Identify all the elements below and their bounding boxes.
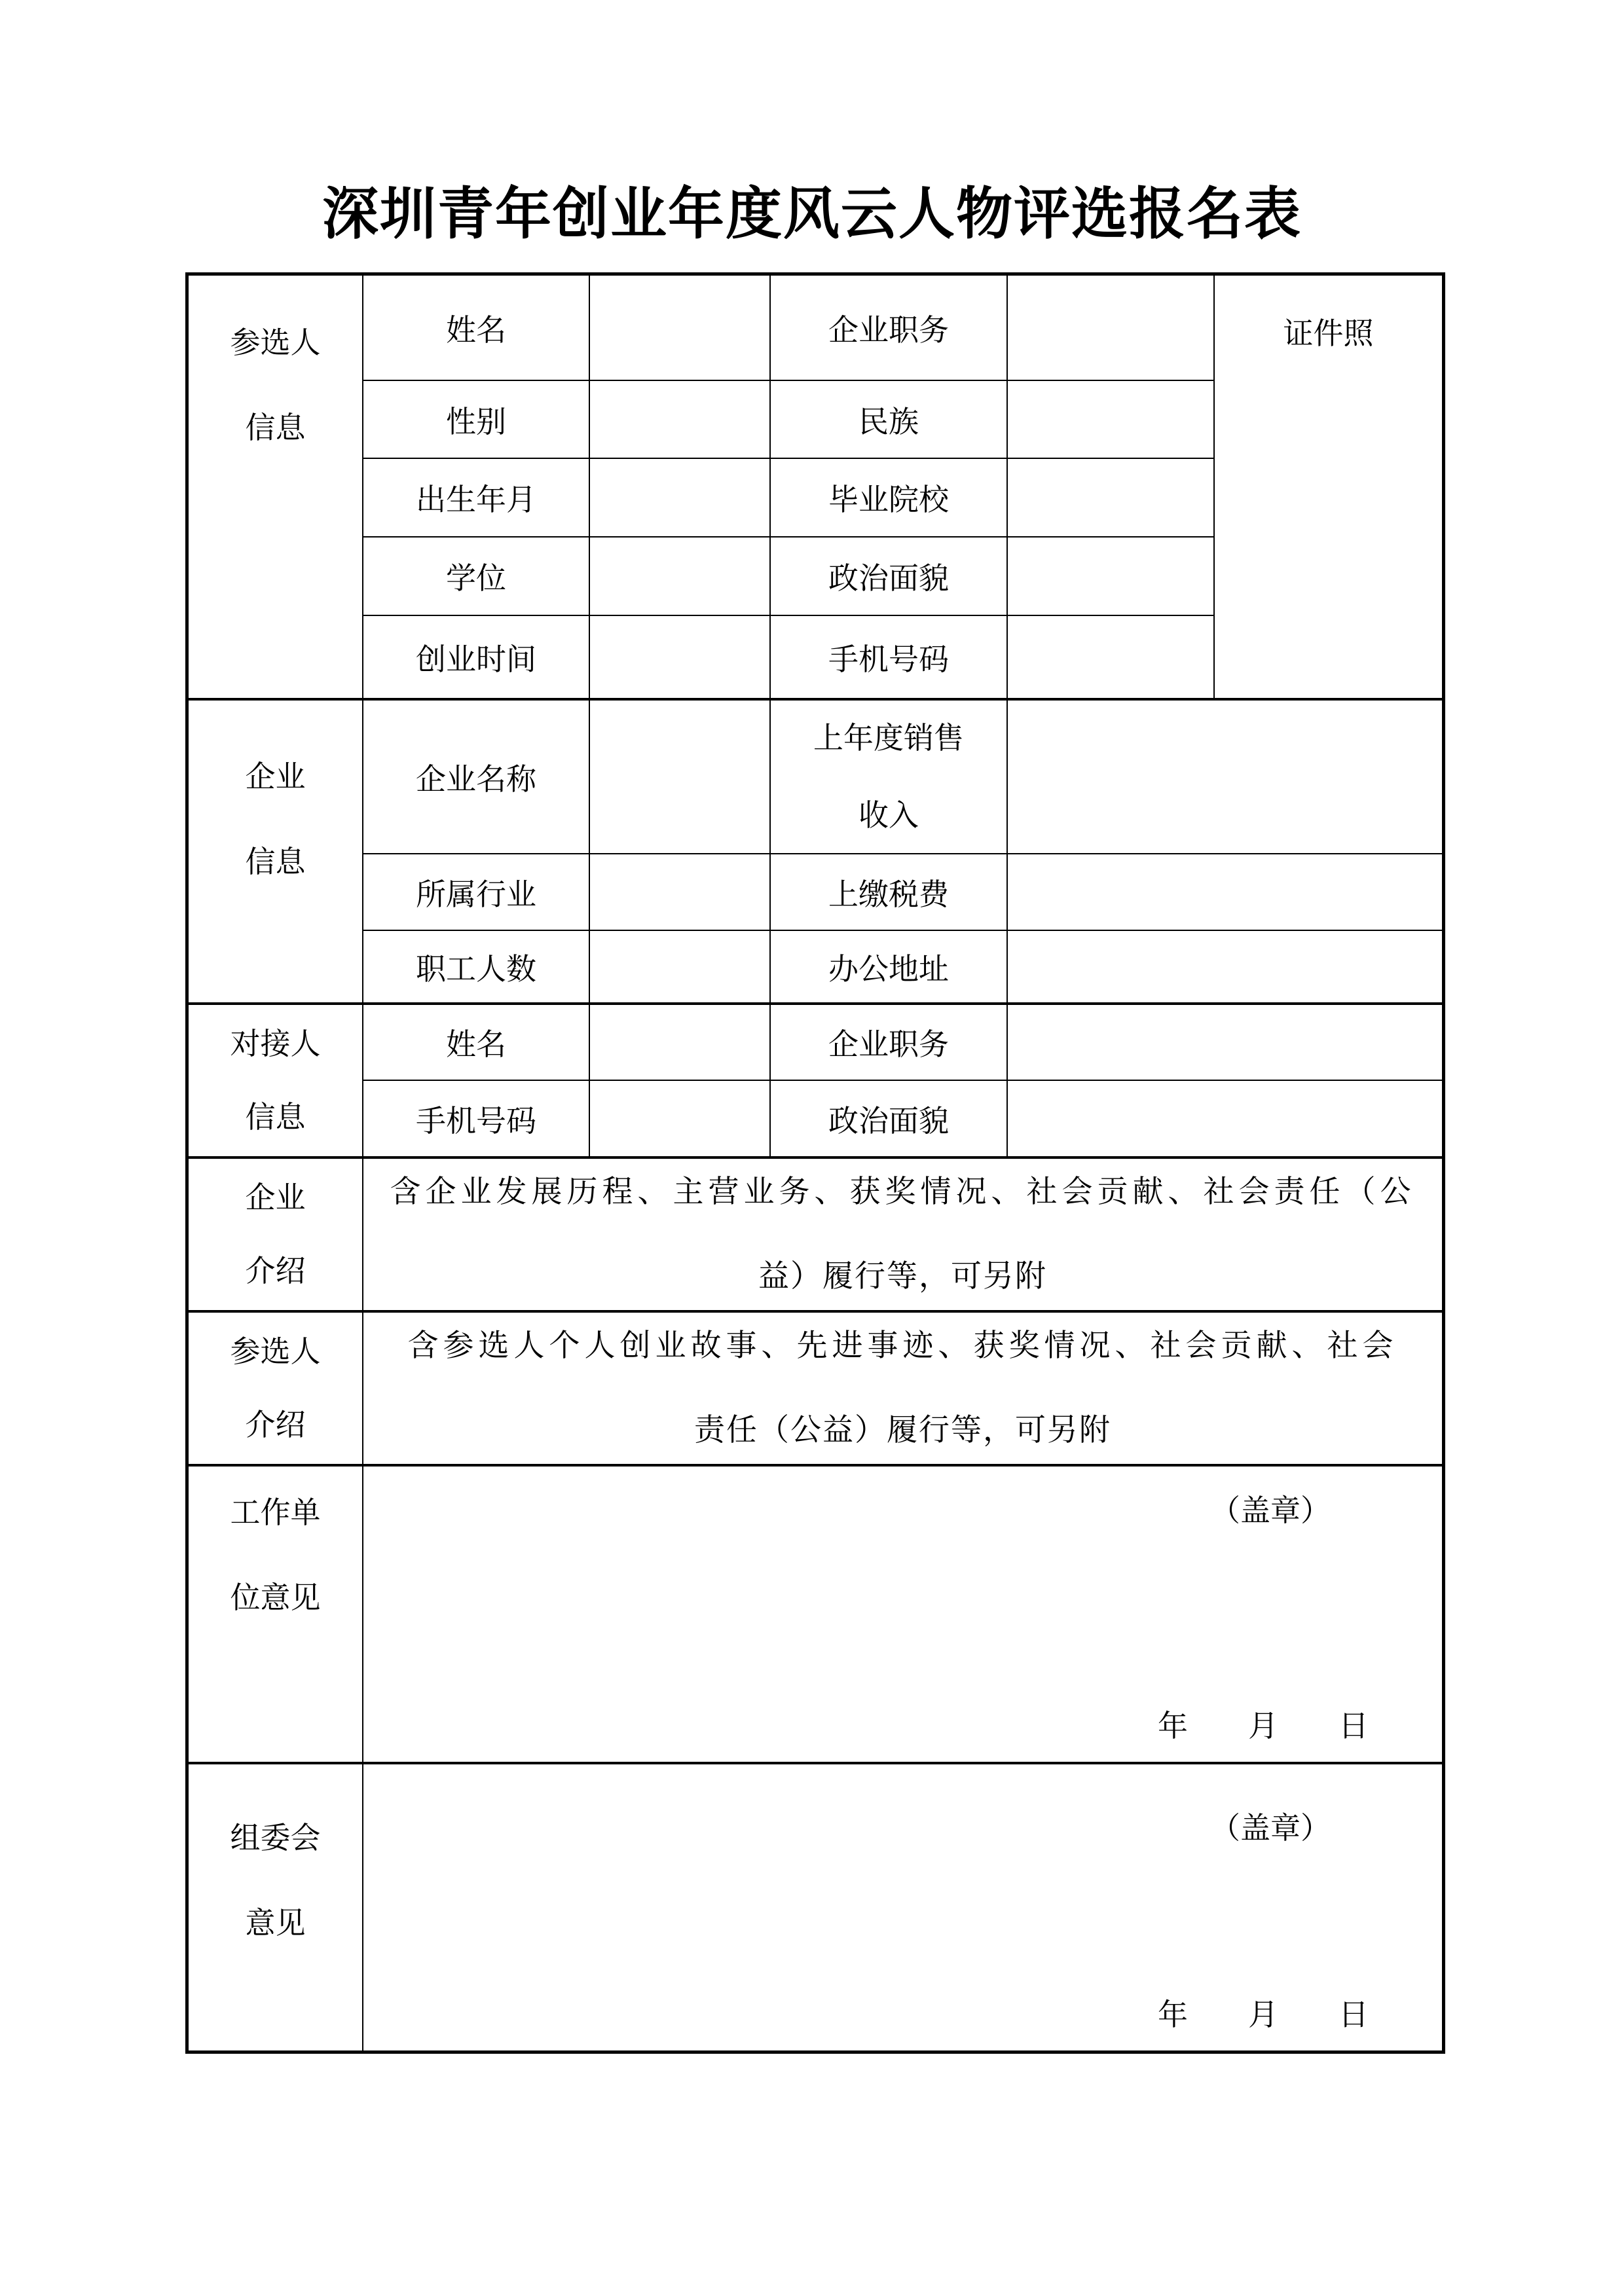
table-row (363, 854, 1442, 931)
field-value-contact-mobile[interactable] (590, 1081, 771, 1156)
field-label-line: 上年度销售 (813, 721, 964, 755)
section-label-line: 企业 (245, 1180, 306, 1214)
field-value-name[interactable] (590, 276, 771, 380)
section-candidate-info (189, 276, 1442, 701)
section-label-line: 位意见 (230, 1581, 321, 1614)
field-label-line: 收入 (858, 798, 919, 832)
field-value-employee-count[interactable] (590, 931, 771, 1002)
field-label-birth-date: 出生年月 (363, 459, 590, 536)
field-label-name: 姓名 (363, 276, 590, 380)
candidate-intro-line: 责任（公益）履行等，可另附 (694, 1413, 1111, 1448)
field-label-office-address: 办公地址 (771, 931, 1008, 1002)
table-row (363, 616, 1213, 698)
section-label-contact-info (189, 1005, 363, 1156)
company-intro-content[interactable] (363, 1159, 1442, 1310)
field-label-startup-time: 创业时间 (363, 616, 590, 698)
employer-seal-placeholder: （盖章） (1210, 1494, 1331, 1527)
table-row (363, 459, 1213, 538)
contact-fields-grid (363, 1005, 1442, 1156)
section-employer-opinion (189, 1467, 1442, 1764)
section-label-candidate-intro (189, 1313, 363, 1464)
section-label-line: 对接人 (230, 1027, 321, 1061)
section-label-company-info (189, 701, 363, 1002)
section-label-committee-opinion (189, 1764, 363, 2050)
field-label-contact-political-status: 政治面貌 (771, 1081, 1008, 1156)
candidate-fields-grid (363, 276, 1215, 698)
field-value-company-position[interactable] (1008, 276, 1215, 380)
section-label-line: 参选人 (230, 326, 321, 359)
table-row (363, 381, 1213, 459)
field-value-startup-time[interactable] (590, 616, 771, 698)
field-label-employee-count: 职工人数 (363, 931, 590, 1002)
section-label-line: 工作单 (230, 1496, 321, 1529)
section-candidate-intro (189, 1313, 1442, 1467)
field-value-contact-name[interactable] (590, 1005, 771, 1080)
field-label-taxes-paid: 上缴税费 (771, 854, 1008, 930)
section-label-line: 介绍 (245, 1408, 306, 1442)
section-committee-opinion (189, 1764, 1442, 2050)
field-value-company-name[interactable] (590, 701, 771, 853)
field-label-company-name: 企业名称 (363, 701, 590, 853)
candidate-intro-content[interactable] (363, 1313, 1442, 1464)
field-value-graduated-school[interactable] (1008, 459, 1215, 536)
field-value-political-status[interactable] (1008, 538, 1215, 615)
section-label-line: 参选人 (230, 1334, 321, 1368)
field-label-graduated-school: 毕业院校 (771, 459, 1008, 536)
table-row (363, 931, 1442, 1002)
field-label-degree: 学位 (363, 538, 590, 615)
field-label-political-status: 政治面貌 (771, 538, 1008, 615)
committee-date-placeholder: 年 月 日 (1158, 1998, 1369, 2032)
field-value-mobile-number[interactable] (1008, 616, 1215, 698)
field-value-contact-political-status[interactable] (1008, 1081, 1442, 1156)
field-label-company-position: 企业职务 (771, 276, 1008, 380)
committee-seal-placeholder: （盖章） (1210, 1812, 1331, 1845)
candidate-intro-line: 含参选人个人创业故事、先进事迹、获奖情况、社会贡献、社会 (407, 1328, 1398, 1363)
table-row (363, 1081, 1442, 1156)
field-value-industry[interactable] (590, 854, 771, 930)
field-value-birth-date[interactable] (590, 459, 771, 536)
section-label-line: 企业 (245, 760, 306, 793)
field-value-degree[interactable] (590, 538, 771, 615)
registration-form-table (185, 272, 1445, 2054)
section-contact-info (189, 1005, 1442, 1159)
field-label-ethnicity: 民族 (771, 381, 1008, 458)
id-photo-cell[interactable] (1215, 276, 1442, 698)
section-label-line: 介绍 (245, 1254, 306, 1288)
field-value-office-address[interactable] (1008, 931, 1442, 1002)
section-label-line: 信息 (245, 411, 306, 445)
committee-opinion-area[interactable] (363, 1764, 1442, 2050)
section-company-info (189, 701, 1442, 1005)
field-value-last-year-sales-revenue[interactable] (1008, 701, 1442, 853)
section-label-company-intro (189, 1159, 363, 1310)
company-intro-line: 益）履行等，可另附 (758, 1259, 1047, 1294)
field-value-contact-company-position[interactable] (1008, 1005, 1442, 1080)
section-label-line: 信息 (245, 845, 306, 879)
company-fields-grid (363, 701, 1442, 1002)
section-label-candidate-info (189, 276, 363, 698)
table-row (363, 276, 1213, 381)
field-label-gender: 性别 (363, 381, 590, 458)
field-label-contact-mobile: 手机号码 (363, 1081, 590, 1156)
field-label-contact-name: 姓名 (363, 1005, 590, 1080)
field-label-contact-company-position: 企业职务 (771, 1005, 1008, 1080)
page-title: 深圳青年创业年度风云人物评选报名表 (322, 183, 1302, 246)
table-row (363, 701, 1442, 854)
section-label-line: 意见 (245, 1906, 306, 1940)
employer-date-placeholder: 年 月 日 (1158, 1709, 1369, 1743)
table-row (363, 538, 1213, 616)
field-label-industry: 所属行业 (363, 854, 590, 930)
field-label-mobile-number: 手机号码 (771, 616, 1008, 698)
field-value-taxes-paid[interactable] (1008, 854, 1442, 930)
field-value-ethnicity[interactable] (1008, 381, 1215, 458)
section-label-line: 组委会 (230, 1821, 321, 1855)
field-value-gender[interactable] (590, 381, 771, 458)
table-row (363, 1005, 1442, 1081)
photo-label: 证件照 (1283, 317, 1374, 350)
section-company-intro (189, 1159, 1442, 1313)
section-label-employer-opinion (189, 1467, 363, 1762)
employer-opinion-area[interactable] (363, 1467, 1442, 1762)
section-label-line: 信息 (245, 1100, 306, 1134)
company-intro-line: 含企业发展历程、主营业务、获奖情况、社会贡献、社会责任（公 (390, 1175, 1416, 1209)
field-label-last-year-sales-revenue (771, 701, 1008, 853)
